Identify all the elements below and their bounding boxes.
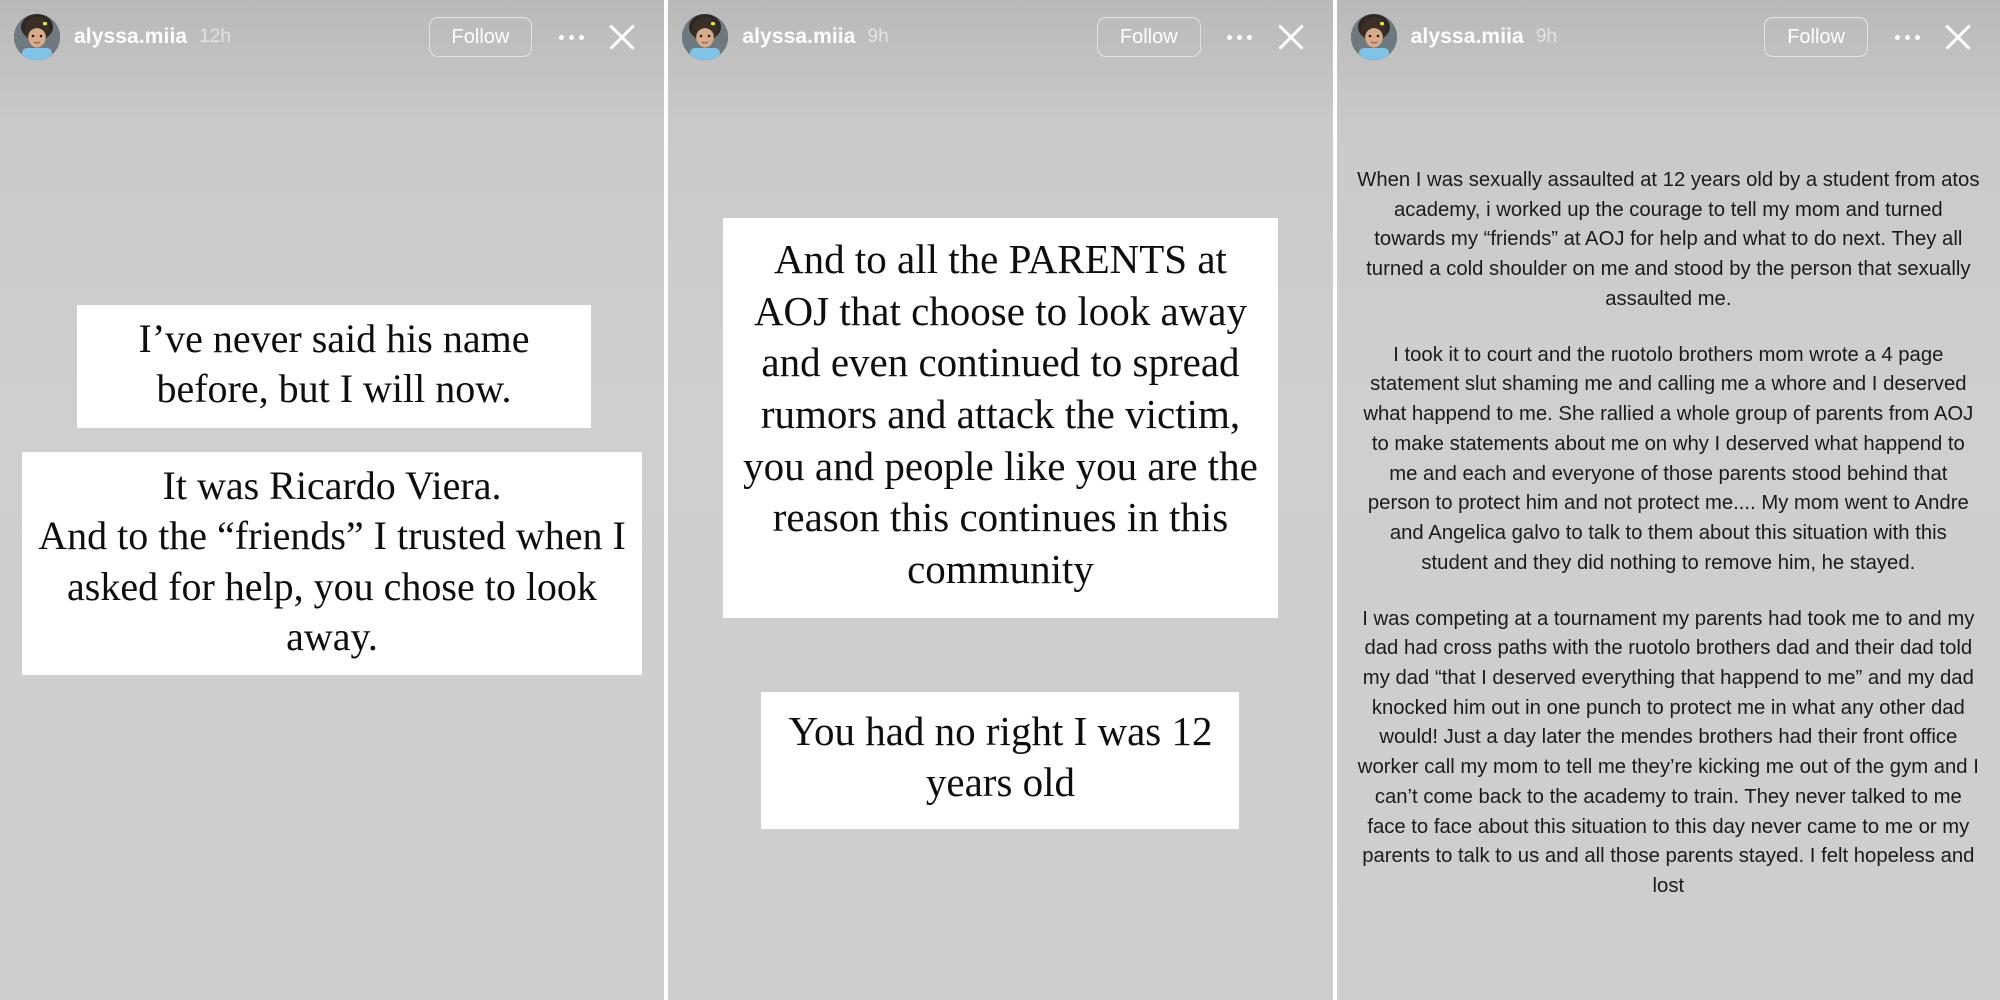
avatar[interactable]	[14, 14, 60, 60]
timestamp: 9h	[867, 26, 889, 47]
username[interactable]: alyssa.miia	[1410, 25, 1524, 48]
story-panel-1[interactable]	[0, 0, 664, 1000]
ellipsis-icon[interactable]	[1890, 20, 1924, 54]
follow-button[interactable]: Follow	[1097, 17, 1201, 57]
story-paragraph: When I was sexually assaulted at 12 years old by a student from atos academy, i worked up the courage to tell my mom and turned towards my “friends” at AOJ for help and what to do next. They all turned a cold shoulder on me and stood by the person that sexually assaulted me.	[1357, 169, 1980, 310]
avatar-image	[682, 14, 728, 60]
timestamp: 9h	[1535, 26, 1557, 47]
story-panel-2[interactable]	[668, 0, 1332, 1000]
close-icon[interactable]	[1938, 17, 1978, 57]
ellipsis-icon[interactable]	[554, 20, 588, 54]
story-text-card: I’ve never said his name before, but I will now.	[77, 305, 591, 428]
story-paragraph: I was competing at a tournament my parents had took me to and my dad had cross paths with the ruotolo brothers dad and their dad told my dad “that I deserved everything that happend to me” and my dad knocked him out in one punch to protect me in what any other dad would! Just a day later the mendes brothers had their front office worker call my mom to tell me they’re kicking me out of the gym and I can’t come back to the academy to train. They never talked to me face to face about this situation to this day never came to me or my parents to talk to us and all those parents stayed. I felt hopeless and lost	[1357, 607, 1979, 898]
story-header-3	[1337, 0, 2000, 74]
story-text-card: You had no right I was 12 years old	[761, 692, 1239, 829]
story-body-text	[1357, 166, 1980, 902]
close-icon[interactable]	[1271, 17, 1311, 57]
follow-button[interactable]: Follow	[429, 17, 533, 57]
avatar-image	[14, 14, 60, 60]
story-cards-2	[668, 218, 1332, 829]
close-icon[interactable]	[602, 17, 642, 57]
follow-button[interactable]: Follow	[1764, 17, 1868, 57]
story-paragraph: I took it to court and the ruotolo brothers mom wrote a 4 page statement slut shaming me and calling me a whore and I deserved what happend to me. She rallied a whole group of parents from AOJ to make statements about me on why I deserved what happend to me and each and everyone of those parents stood behind that person to protect him and not protect me.... My mom went to Andre and Angelica galvo to talk to them about this situation with this student and they did nothing to remove him, he stayed.	[1363, 343, 1974, 574]
story-header-1	[0, 0, 664, 74]
username[interactable]: alyssa.miia	[742, 25, 856, 48]
ellipsis-icon[interactable]	[1223, 20, 1257, 54]
timestamp: 12h	[199, 26, 231, 47]
story-text-card: And to all the PARENTS at AOJ that choose to look away and even continued to spread rumors and attack the victim, you and people like you are the reason this continues in this community	[723, 218, 1278, 618]
story-panel-3[interactable]	[1337, 0, 2000, 1000]
story-header-2	[668, 0, 1332, 74]
story-cards-1	[0, 305, 664, 675]
avatar[interactable]	[1351, 14, 1397, 60]
avatar[interactable]	[682, 14, 728, 60]
story-text-card: It was Ricardo Viera. And to the “friends” I trusted when I asked for help, you chose to look away.	[22, 452, 642, 676]
avatar-image	[1351, 14, 1397, 60]
username[interactable]: alyssa.miia	[74, 25, 188, 48]
